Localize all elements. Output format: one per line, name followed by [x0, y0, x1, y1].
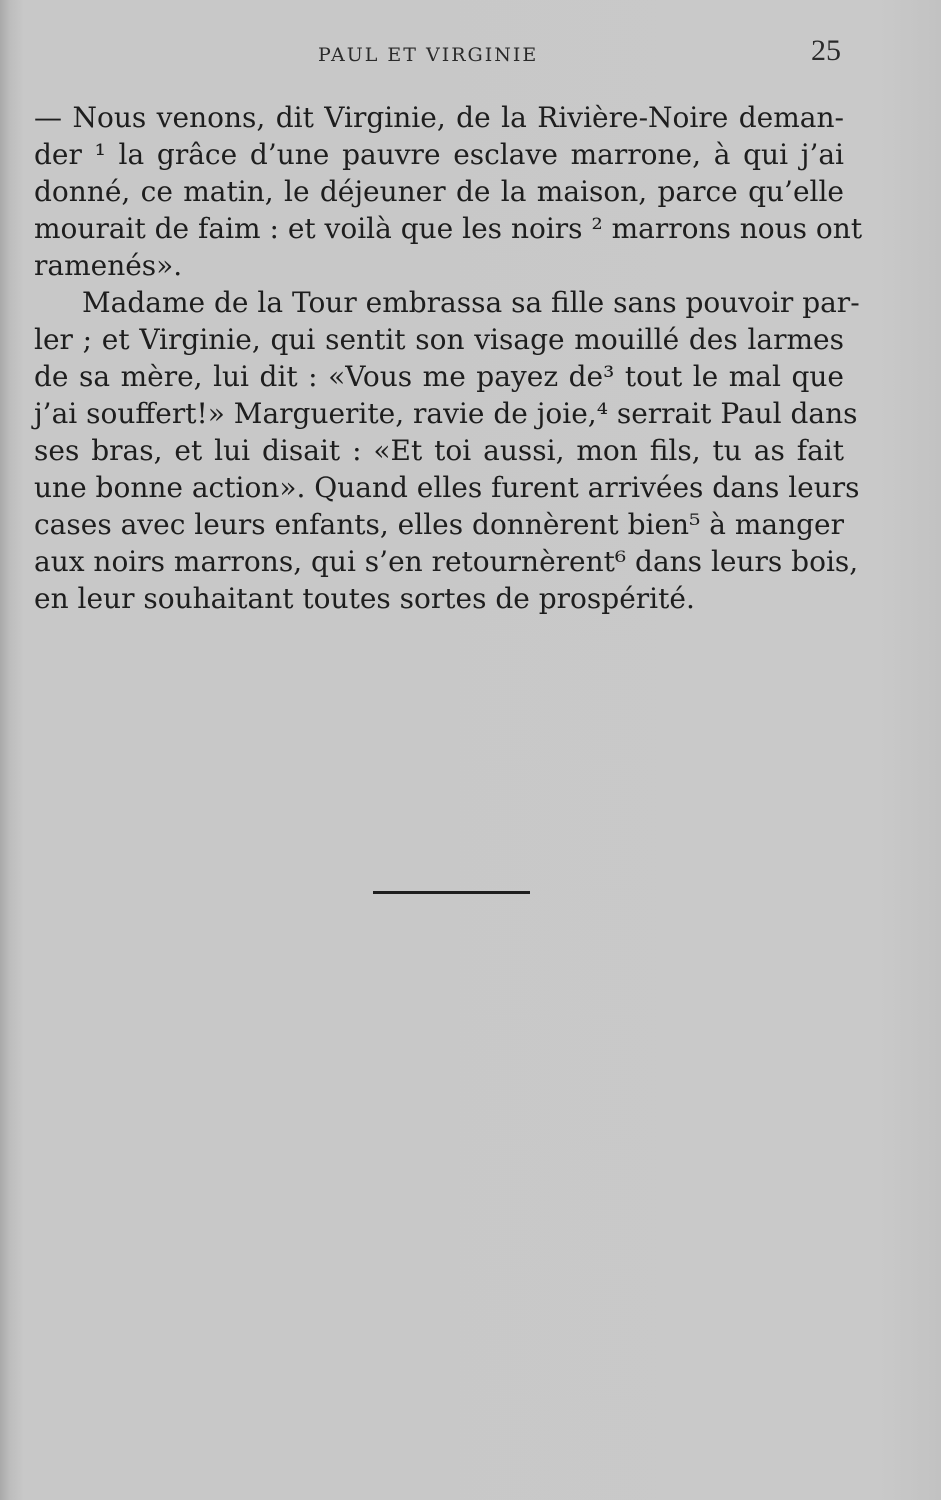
text-line: aux noirs marrons, qui s’en retournèrent⁶ dans leurs bois,	[34, 545, 859, 578]
text-line: une bonne action». Quand elles furent arrivées dans leurs	[34, 471, 860, 504]
text-line: donné, ce matin, le déjeuner de la maison, parce qu’elle	[34, 175, 844, 208]
text-line: — Nous venons, dit Virginie, de la Rivière-Noire deman-	[34, 101, 844, 134]
text-line: mourait de faim : et voilà que les noirs ² marrons nous ont	[34, 212, 863, 245]
text-line: en leur souhaitant toutes sortes de prospérité.	[34, 582, 695, 615]
text-line: ler ; et Virginie, qui sentit son visage mouillé des larmes	[34, 323, 844, 356]
text-line: der ¹ la grâce d’une pauvre esclave marrone, à qui j’ai	[34, 138, 844, 171]
text-line: de sa mère, lui dit : «Vous me payez de³ tout le mal que	[34, 360, 844, 393]
text-line: cases avec leurs enfants, elles donnèrent bien⁵ à manger	[34, 508, 844, 541]
running-title: PAUL ET VIRGINIE	[318, 44, 539, 66]
text-line: ses bras, et lui disait : «Et toi aussi, mon fils, tu as fait	[34, 434, 844, 467]
section-end-rule	[373, 891, 530, 894]
text-line: ramenés».	[34, 249, 183, 282]
page-number: 25	[811, 34, 841, 67]
text-line: j’ai souffert!» Marguerite, ravie de joie,⁴ serrait Paul dans	[34, 397, 858, 430]
text-line: Madame de la Tour embrassa sa fille sans pouvoir par-	[82, 286, 860, 319]
